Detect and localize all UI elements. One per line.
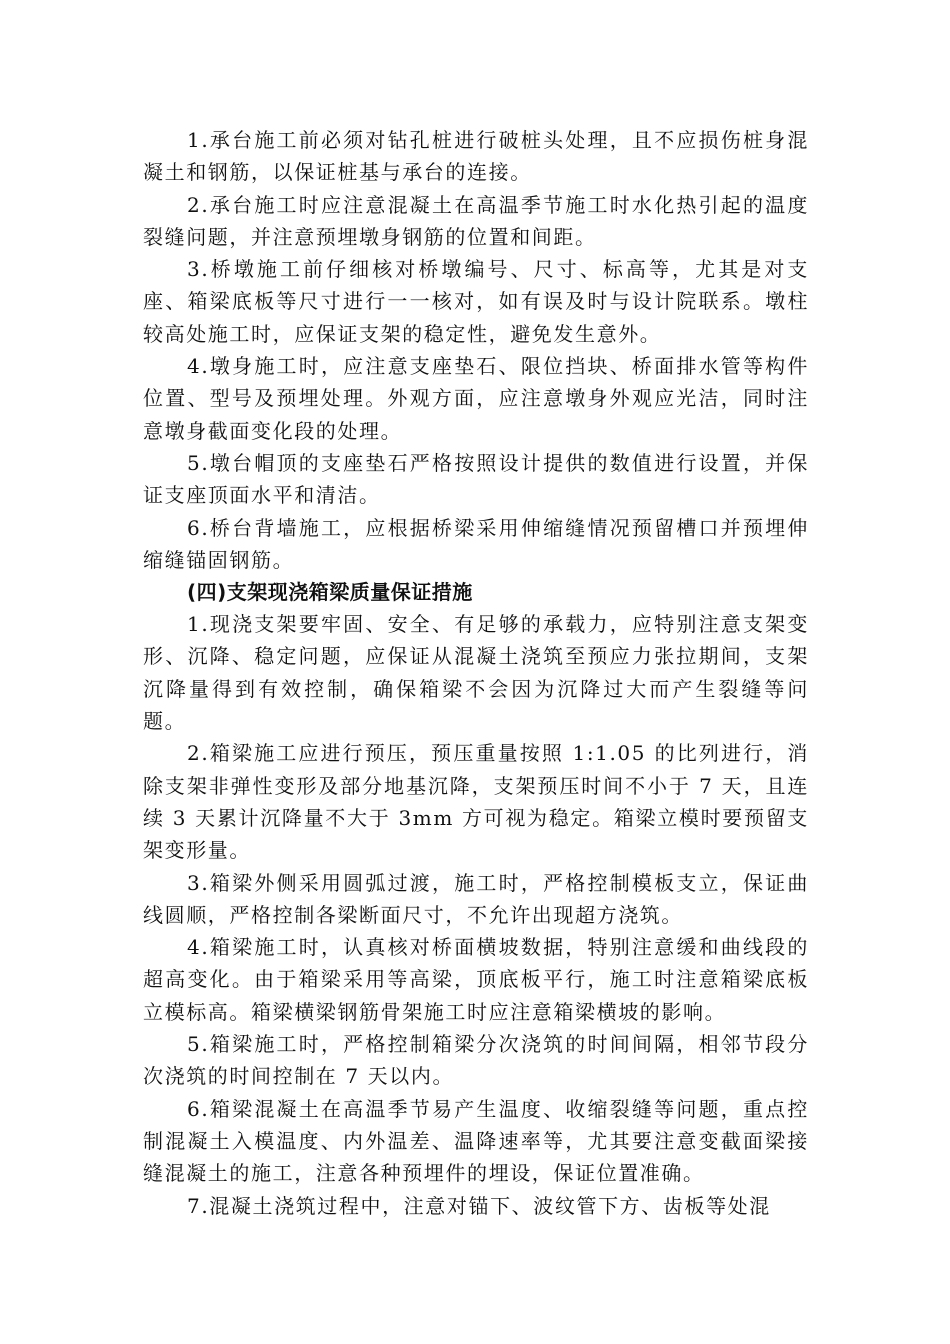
paragraph-a4: 4.墩身施工时，应注意支座垫石、限位挡块、桥面排水管等构件位置、型号及预埋处理。外观方面，应注意墩身外观应光洁，同时注意墩身截面变化段的处理。 [143,354,809,443]
paragraph-a5: 5.墩台帽顶的支座垫石严格按照设计提供的数值进行设置，并保证支座顶面水平和清洁。 [143,450,809,508]
paragraph-b7: 7.混凝土浇筑过程中，注意对锚下、波纹管下方、齿板等处混 [187,1193,771,1218]
paragraph-a1: 1.承台施工前必须对钻孔桩进行破桩头处理，且不应损伤桩身混凝土和钢筋，以保证桩基与承台的连接。 [143,128,809,185]
paragraph-b4: 4.箱梁施工时，认真核对桥面横坡数据，特别注意缓和曲线段的超高变化。由于箱梁采用等高梁，顶底板平行，施工时注意箱梁底板立模标高。箱梁横梁钢筋骨架施工时应注意箱梁横坡的影响。 [143,935,809,1024]
document-page [143,124,809,1222]
paragraph-b3: 3.箱梁外侧采用圆弧过渡，施工时，严格控制模板支立，保证曲线圆顺，严格控制各梁断面尺寸，不允许出现超方浇筑。 [143,870,809,927]
paragraph-a2: 2.承台施工时应注意混凝土在高温季节施工时水化热引起的温度裂缝问题，并注意预埋墩身钢筋的位置和间距。 [143,192,809,249]
paragraph-a3: 3.桥墩施工前仔细核对桥墩编号、尺寸、标高等，尤其是对支座、箱梁底板等尺寸进行一一核对，如有误及时与设计院联系。墩柱较高处施工时，应保证支架的稳定性，避免发生意外。 [143,257,809,346]
section-heading: (四)支架现浇箱梁质量保证措施 [187,580,473,605]
paragraph-b5: 5.箱梁施工时，严格控制箱梁分次浇筑的时间间隔，相邻节段分次浇筑的时间控制在 7 天以内。 [143,1032,809,1089]
paragraph-a6: 6.桥台背墙施工，应根据桥梁采用伸缩缝情况预留槽口并预埋伸缩缝锚固钢筋。 [143,515,809,572]
paragraph-b6: 6.箱梁混凝土在高温季节易产生温度、收缩裂缝等问题，重点控制混凝土入模温度、内外温差、温降速率等，尤其要注意变截面梁接缝混凝土的施工，注意各种预埋件的埋设，保证位置准确。 [143,1096,809,1186]
paragraph-b2: 2.箱梁施工应进行预压，预压重量按照 1:1.05 的比列进行，消除支架非弹性变形及部分地基沉降，支架预压时间不小于 7 天，且连续 3 天累计沉降量不大于 3mm 方可视为稳定。箱梁立模时要预留支架变形量。 [143,741,809,863]
paragraph-b1: 1.现浇支架要牢固、安全、有足够的承载力，应特别注意支架变形、沉降、稳定问题，应保证从混凝土浇筑至预应力张拉期间，支架沉降量得到有效控制，确保箱梁不会因为沉降过大而产生裂缝等问题。 [143,612,809,734]
